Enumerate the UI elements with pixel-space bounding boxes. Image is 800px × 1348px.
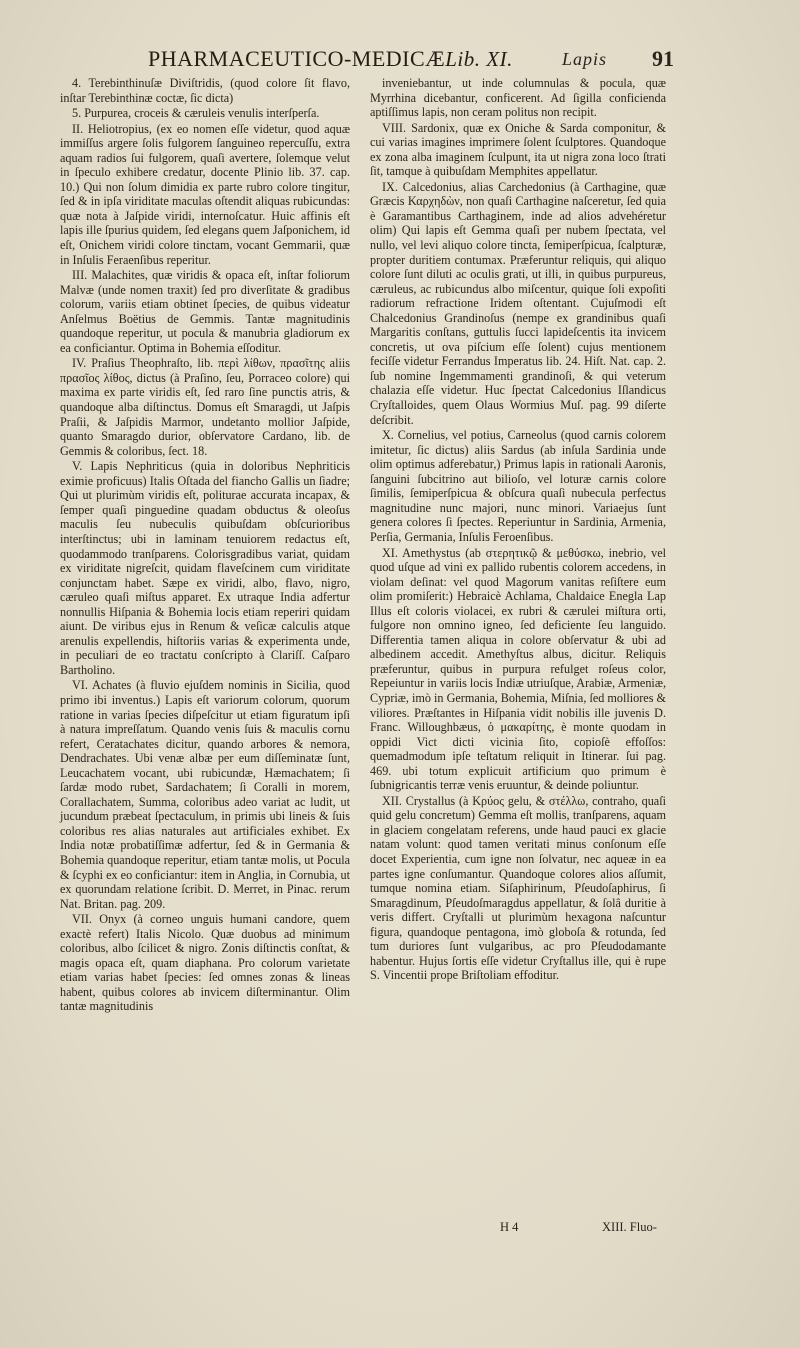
paragraph: VII. Onyx (à corneo unguis humani candore, quem exactè refert) Italis Nicolo. Quæ duobus ad minimum coloribus, albo ſcilicet & nigro. Zonis diſtinctis conſtat, & magis opaca eſt, quam diaphana. Pro colorum varietate etiam varias habet ſpecies: ſed omnes zonas & lineas habent, quibus colores ab invicem diſterminantur. Olim tantæ magnitudinis [60,912,350,1014]
book-number: Lib. XI. [445,47,513,71]
section-title: Lapis [562,49,608,69]
page-header [0,46,800,76]
paragraph: II. Heliotropius, (ex eo nomen eſſe videtur, quod aquæ immiſſus argere ſolis fulgorem ſanguineo repercuſſu, extra aquam radios ſui fulgorem, quaſi avertere, ſolemque velut in ſpeculo exhibere credatur, docente Plinio lib. 37. cap. 10.) Qui non ſolum dimidia ex parte rubro colore tingitur, ſed & in ipſa viriditate maculas oſtendit aliquas rubicundas: quæ nota à Jaſpide viridi, internoſcatur. Huic affinis eſt lapis ille ſpurius quidem, ſed elegans quem Jaſponichem, id eſt, Onichem viridi colore tinctam, vocant Gemmarii, quæ in Inſulis Feraenſibus reperitur. [60,121,350,267]
paragraph: IV. Praſius Theophraſto, lib. περὶ λίθων, πρασῖτης aliis πρασῖος λίθος, dictus (à Praſino, ſeu, Porraceo colore) qui maxima ex parte viridis eſt, ſed raro ſine punctis atris, & quandoque alba diſtinctus. Domus eſt Smaragdi, ut Jaſpis Praſii, & Jaſpidis Marmor, undetanto mollior Jaſpide, quanto Smaragdo durior, obſervatore Cardano, lib. de Gemmis & coloribus, ſect. 18. [60,356,350,458]
catchword: XIII. Fluo- [602,1220,657,1234]
paragraph: IX. Calcedonius, alias Carchedonius (à Carthagine, quæ Græcis Καρχηδὼν, non quaſi Carthagine naſceretur, ſed quia è Garamantibus Carthaginem, inde ad alios advehéretur olim) Qui lapis eſt Gemma quaſi per nubem ſpectata, vel nullo, vel levi aliquo colore tincta, ſemiperſpicua, ſcalpturæ, propter duritiem contumax. Præferuntur reliquis, qui aliquo colore ſunt diluti ac oculis grati, ut illi, in quibus purpureus, cæruleus, ac rubicundus albo miſcentur, quique ſoli expoſiti radiorum refractione Iridem oſtentant. Cujuſmodi eſt Chalcedonius Grandinoſus (nempe ex grandinibus quaſi Margaritis conſtans, guttulis ſucci lapideſcentis ita invicem concretis, ut ova piſcium eſſe ſolent) cujus mentionem feciſſe videtur Ferrandus Imperatus lib. 24. Hiſt. Nat. cap. 2. ſub nomine Ingemmamenti grandinoſi, & qui veterum chalazia eſſe videtur. Huc ſpectat Calcedonius Iſlandicus Cryſtalloides, quem Olaus Wormius Muſ. pag. 99 diſerte deſcribit. [370,179,666,427]
paragraph: 5. Purpurea, croceis & cæruleis venulis interſperſa. [72,106,320,121]
right-column [370,76,666,983]
paragraph: V. Lapis Nephriticus (quia in doloribus Nephriticis eximie proficuus) Italis Oſtada del fiancho Gallis un ſiadre; Qui ut plurimùm viridis eſt, politurae accurata incapax, & ſemper quaſi pinguedine quadam obductus & oleoſus maculis ſeu nubeculis quibuſdam obſcurioribus interſtinctus; ubi in laminam tenuiorem redactus eſt, quodammodo tranſparens. Colorisgradibus variat, quidam ex viriditate nigreſcit, quidam flaveſcinem cum viriditate conjunctam habet. Sæpe ex viridi, albo, flavo, nigro, cæruleo quaſi miſtus apparet. Ex utraque India adfertur nonnullis Hiſpania & Bohemia locis etiam reperiri quidam aiunt. De viribus ejus in Renum & veſicæ calculis atque arenulis expellendis, hiſtoriis varias & experimenta unde, in peculiari de eo tractatu conſcripto à Clariſſ. Caſparo Bartholino. [60,459,350,677]
left-column [60,76,350,1014]
paragraph: XI. Amethystus (ab στερητικῷ & μεθύσκω, inebrio, vel quod uſque ad vini ex pallido rubentis colorem accedens, in violam deſinat: vel quod Magorum vanitas reſiſtere eum olim promiſerit:) Hebraicè Achlama, Chaldaice Enegla Lap Illus eſt coloris violacei, ex rubri & cærulei miſtura orti, fulgore non omnino igneo, ſed deficiente ſeu languido. Differentia tamen aliqua in colore obſervatur & ubi ad albedinem accedit. Amethyſtus albus, dicitur. Reliquis præferuntur, quibus in purpura refulget roſeus color, Repeiuntur in variis locis Indiæ utriuſque, Arabiæ, Armeniæ, Cypriæ, imò in Germania, Bohemia, Miſnia, ſed molliores & viliores. Præſtantes in Hiſpania vidit nobilis ille juvenis D. Franc. Willoughbæus, ὁ μακαρίτης, è monte quodam in oppidi Vict dicti vicinia ſito, copioſè effoſſos: quemadmodum ipſe teſtatum reliquit in Itinerar. ſui pag. 469. ubi totum explicuit artificium quo primum è ſubnigricantis terræ venis eruuntur, & deinde poliuntur. [370,545,666,793]
paragraph: inveniebantur, ut inde columnulas & pocula, quæ Myrrhina dicebantur, conficerent. Ad ſigilla conficienda aptiſſimus lapis, non ceram politus non recipit. [370,76,666,120]
paragraph: VI. Achates (à fluvio ejuſdem nominis in Sicilia, quod primo ibi inventus.) Lapis eſt variorum colorum, quorum ratione in varias ſpecies diſpeſcitur ut etiam figuratum ipſi à natura impreſſatum. Quando venis ſuis & maculis cornu refert, Ceratachates dicitur, quando arbores & nemora, Dendrachates. Ubi venæ albæ per eum diſſeminatæ ſunt, Leucachatem vocant, ubi rubicundæ, Hæmachatem; ſi ſardæ modo rubet, Sardachatem; ſi Coralli in morem, Corallachatem, Summa, coloribus adeo variat ac ludit, ut jucundum præbeat ſpectaculum, in primis ubi lineis & ſuis coloribus res alias naturales aut artificiales exhibet. Ex India notæ probatiſſimæ adfertur, ſed & in Germania & Bohemia quandoque reperitur, etiam tantæ molis, ut Pocula & ſcyphi ex eo conficiantur: item in Anglia, in Cornubia, ut ex quorundam relatione ſcribit. D. Merret, in Pinac. rerum Nat. Britan. pag. 209. [60,678,350,911]
paragraph: 4. Terebinthinuſæ Diviſtridis, (quod colore ſit flavo, inſtar Terebinthinæ coctæ, ſic dicta) [60,76,350,105]
signature-mark: H 4 [500,1220,519,1234]
page-footer [0,1220,800,1240]
page-number: 91 [652,46,674,71]
paragraph: XII. Crystallus (à Κρύος gelu, & στέλλω, contraho, quaſi quid gelu concretum) Gemma eſt mollis, tranſparens, aquam in glaciem congelatam referens, unde haud pauci ex glacie natam volunt: quod tamen veritati minus conſonum eſſe docet Experientia, cum igne non ſolvatur, nec aqueæ in ea partes igne conſumantur. Quandoque colores alios aſſumit, tumque nomina etiam. Siſaphirinum, Pſeudoſaphirus, ſi Smaragdinum, Pſeudoſmaragdus appellatur, & ſolâ duritie à veris differt. Cryſtalli ut plurimùm hexagona naſcuntur figura, quandoque pentagona, imò globoſa & rotunda, ſed tum duriores ſunt vulgaribus, ac pro Pſeudodamante habentur. Hujus ſortis eſſe videtur Cryſtallus ille, qui è rupe S. Vincentii prope Briſtoliam effoditur. [370,793,666,983]
running-head: PHARMACEUTICO-MEDICÆLib. XI. [148,46,513,71]
paragraph: III. Malachites, quæ viridis & opaca eſt, inſtar foliorum Malvæ (unde nomen traxit) ſed pro diverſitate & gradibus colorum, variis etiam obtinet ſpecies, de quibus videatur Anſelmus Boëtius de Gemmis. Tantæ magnitudinis quandoque reperitur, ut pocula & manubria gladiorum ex ea conficiantur. Optima in Bohemia eſſoditur. [60,268,350,355]
paragraph: VIII. Sardonix, quæ ex Oniche & Sarda componitur, & cui varias imagines imprimere ſolent ſculptores. Quandoque ex zona alba imaginem ſculpunt, ita ut nigra zona loco ſtrati ſit, tamque à quibuſdam Memphites appellatur. [370,120,666,179]
paragraph: X. Cornelius, vel potius, Carneolus (quod carnis colorem imitetur, ſic dictus) aliis Sardus (ab inſula Sardinia unde olim optimus adferebatur,) Primus lapis in rationali Aaronis, ſanguini ſubcitrino aut bilioſo, vel loturæ carnis colore ſimilis, ſemiperſpicua & obſcura quaſi nubecula perfectus magnitudine nunc majori, nunc minori. Variaejus ſunt genera colores ſi ſpectes. Reperiuntur in Sardinia, Armenia, Perſia, Germania, Inſulis Feroenſibus. [370,428,666,544]
